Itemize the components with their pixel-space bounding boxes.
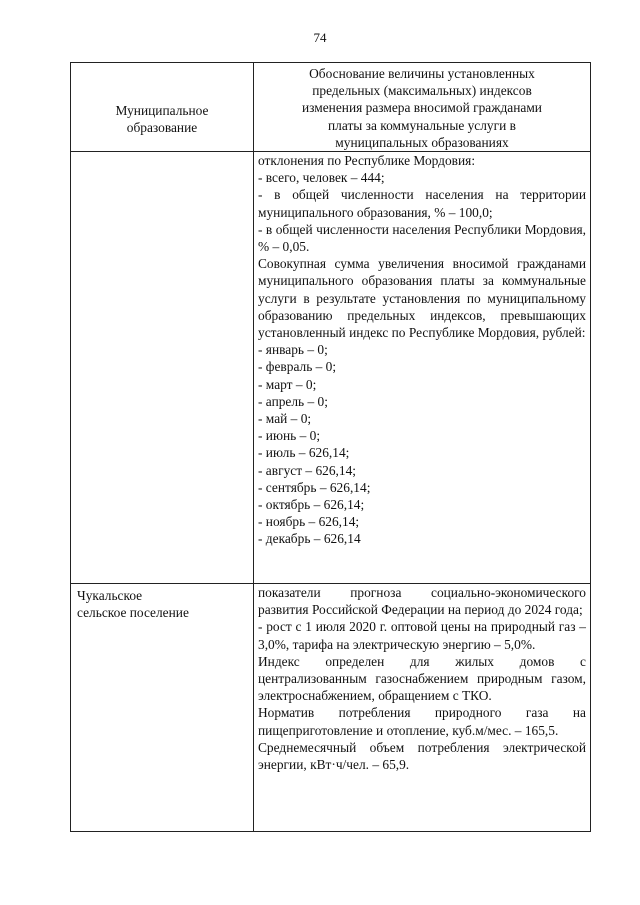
header-col2-line: платы за коммунальные услуги в — [328, 117, 516, 133]
header-col1-line: Муниципальное — [115, 102, 209, 118]
municipality-cell — [71, 152, 254, 584]
page-number: 74 — [313, 30, 327, 45]
month-item: - июнь – 0; — [258, 428, 321, 444]
month-item: - март – 0; — [258, 376, 317, 392]
month-item: - ноябрь – 626,14; — [258, 514, 360, 530]
table-row — [71, 584, 591, 832]
month-item: - июль – 626,14; — [258, 445, 350, 461]
header-municipality — [71, 63, 254, 152]
text-line: Среднемесячный объем потребления электрической энергии, кВт·ч/чел. – 65,9. — [258, 739, 586, 773]
text-line: Норматив потребления природного газа на пищеприготовление и отопление, куб.м/мес. – 165,5. — [258, 705, 586, 738]
text-line: Совокупная сумма увеличения вносимой гражданами муниципального образования платы за коммунальные услуги в результате установления по муниципальному образованию предельных индексов, превышающих установленный индекс по Республике Мордовия, рублей: — [258, 256, 586, 341]
text-line: - в общей численности населения на территории муниципального образования, % – 100,0; — [258, 187, 586, 220]
text-line: - рост с 1 июля 2020 г. оптовой цены на природный газ – 3,0%, тарифа на электрическую энергию – 5,0%. — [258, 619, 586, 652]
table-row — [71, 152, 591, 584]
text-line: - в общей численности населения Республики Мордовия, % – 0,05. — [258, 221, 586, 255]
month-item: - май – 0; — [258, 411, 312, 427]
header-col2-line: предельных (максимальных) индексов — [312, 83, 532, 99]
header-col1-line: образование — [126, 120, 198, 135]
month-item: - август – 626,14; — [258, 462, 356, 478]
month-item: - сентябрь – 626,14; — [258, 479, 371, 495]
table-header-row — [71, 63, 591, 152]
text-line: показатели прогноза социально-экономического развития Российской Федерации на период до 2024 года; — [258, 585, 586, 618]
text-line: - всего, человек – 444; — [258, 170, 385, 186]
month-item: - апрель – 0; — [258, 393, 328, 409]
text-line: отклонения по Республике Мордовия: — [258, 153, 476, 169]
month-item: - февраль – 0; — [258, 359, 337, 375]
month-item: - январь – 0; — [258, 342, 328, 358]
justification-cell — [254, 152, 591, 584]
justification-table — [70, 62, 591, 832]
header-justification — [254, 63, 591, 152]
header-col2-line: Обоснование величины установленных — [309, 66, 535, 81]
month-item: - октябрь – 626,14; — [258, 497, 365, 513]
municipality-name-line: Чукальское — [77, 588, 143, 604]
municipality-cell — [71, 584, 254, 832]
municipality-name-line: сельское поселение — [77, 605, 189, 621]
month-item: - декабрь – 626,14 — [258, 531, 361, 547]
text-line: Индекс определен для жилых домов с централизованным газоснабжением природным газом, электроснабжением, обращением с ТКО. — [258, 653, 586, 704]
header-col2-line: муниципальных образованиях — [335, 134, 509, 150]
justification-cell — [254, 584, 591, 832]
header-col2-line: изменения размера вносимой гражданами — [302, 100, 542, 116]
